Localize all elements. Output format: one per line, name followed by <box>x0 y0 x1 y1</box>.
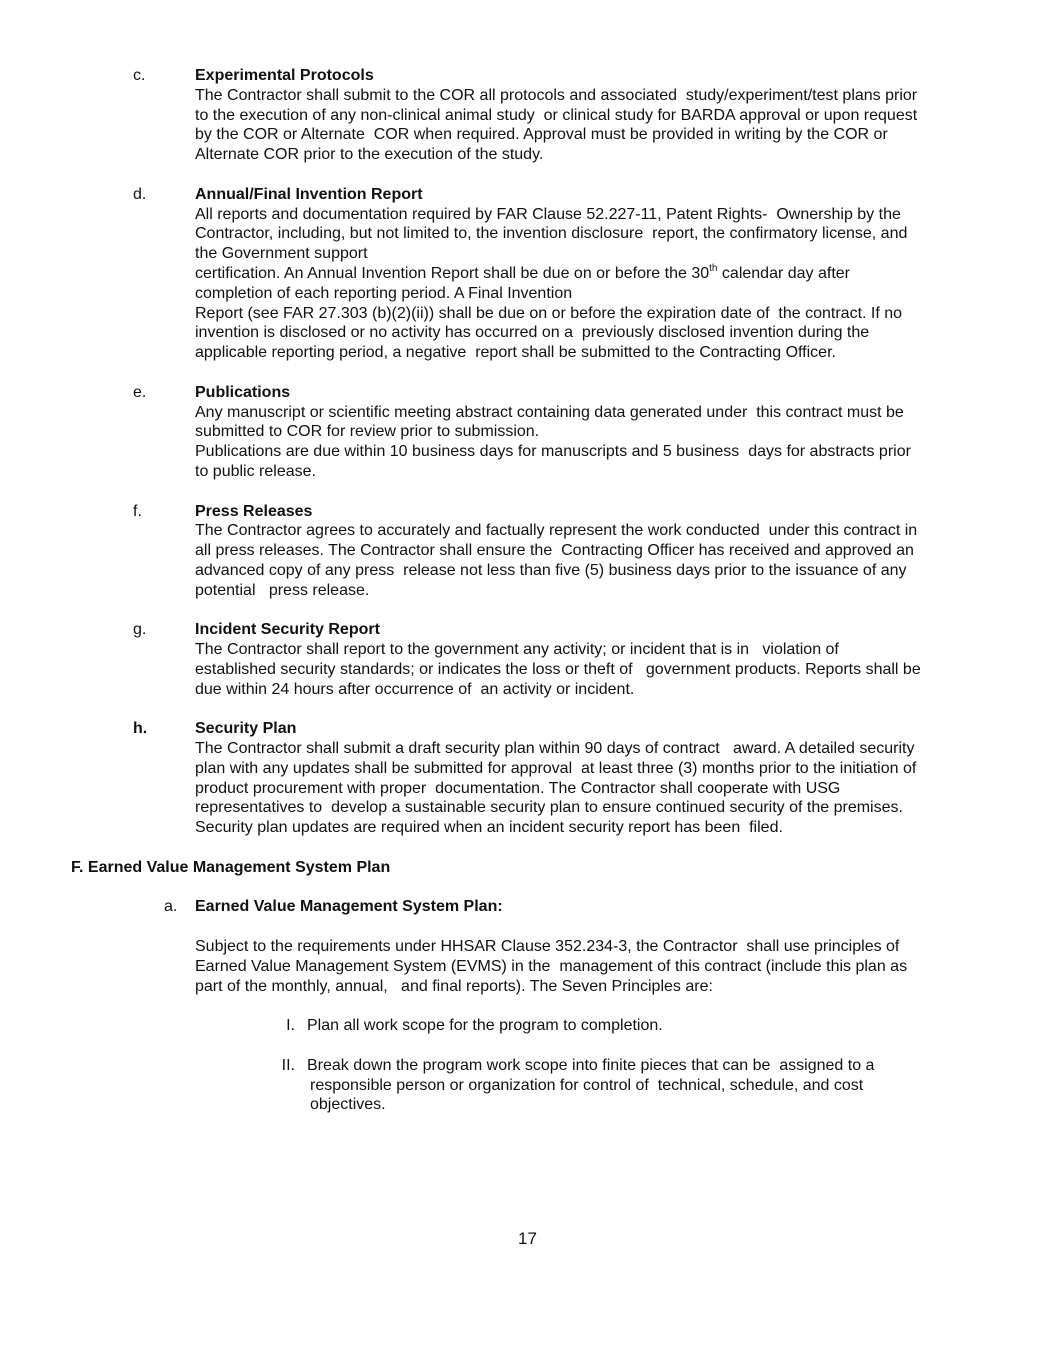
text-line: The Contractor shall report to the government any activity; or incident that is in violation of <box>195 641 839 659</box>
text-line: potential press release. <box>195 581 370 599</box>
text-line: the Government support <box>195 245 368 263</box>
text-line: submitted to COR for review prior to submission. <box>195 423 540 441</box>
section-item <box>0 719 1055 838</box>
text-line: The Contractor shall submit a draft security plan within 90 days of contract award. A detailed security <box>195 740 915 758</box>
text-line: completion of each reporting period. A Final Invention <box>195 284 573 302</box>
text-line: all press releases. The Contractor shall ensure the Contracting Officer has received and approved an <box>195 542 914 560</box>
item-title: Press Releases <box>195 502 313 520</box>
text-line: due within 24 hours after occurrence of an activity or incident. <box>195 680 635 698</box>
evms-subsection <box>0 897 1055 917</box>
principle-item <box>0 1016 1055 1036</box>
text-line <box>195 264 1055 284</box>
text-line: Break down the program work scope into finite pieces that can be assigned to a <box>307 1056 875 1074</box>
text-line: All reports and documentation required by FAR Clause 52.227-11, Patent Rights- Ownership by the <box>195 205 901 223</box>
section-item <box>0 185 1055 363</box>
text-line: established security standards; or indicates the loss or theft of government products. Reports shall be <box>195 660 921 678</box>
text-segment: certification. An Annual Invention Report shall be due on or before the 30 <box>195 264 710 282</box>
principle-text <box>307 1016 1055 1036</box>
text-line: advanced copy of any press release not less than five (5) business days prior to the issuance of any <box>195 561 907 579</box>
text-line: to the execution of any non-clinical animal study or clinical study for BARDA approval or upon request <box>195 106 918 124</box>
principle-number: II. <box>281 1056 295 1074</box>
principle-number: I. <box>286 1017 295 1035</box>
text-line: part of the monthly, annual, and final reports). The Seven Principles are: <box>195 977 713 995</box>
text-line: objectives. <box>310 1096 386 1114</box>
text-line: Alternate COR prior to the execution of the study. <box>195 146 544 164</box>
section-f-heading: F. Earned Value Management System Plan <box>71 858 391 876</box>
item-body <box>195 383 1055 482</box>
text-line: Any manuscript or scientific meeting abstract containing data generated under this contract must be <box>195 403 904 421</box>
item-body <box>195 719 1055 838</box>
deliverables-list <box>0 66 1055 838</box>
text-line: responsible person or organization for control of technical, schedule, and cost <box>310 1076 864 1094</box>
item-title: Annual/Final Invention Report <box>195 185 423 203</box>
item-title: Earned Value Management System Plan: <box>195 898 503 916</box>
principle-text <box>307 1056 1055 1115</box>
principles-list <box>0 1016 1055 1115</box>
section-item <box>0 66 1055 165</box>
text-line: Plan all work scope for the program to completion. <box>307 1017 663 1035</box>
page-number: 17 <box>518 1229 537 1248</box>
text-line: The Contractor agrees to accurately and factually represent the work conducted under this contract in <box>195 522 918 540</box>
section-item <box>0 502 1055 601</box>
item-label: h. <box>133 720 148 738</box>
text-line: Publications are due within 10 business days for manuscripts and 5 business days for abstracts prior <box>195 443 911 461</box>
item-body <box>195 620 1055 699</box>
item-label: a. <box>164 898 178 916</box>
item-label: g. <box>133 621 147 639</box>
item-title: Incident Security Report <box>195 621 380 639</box>
item-title: Publications <box>195 383 291 401</box>
text-line: plan with any updates shall be submitted for approval at least three (3) months prior to the initiation of <box>195 759 917 777</box>
text-line: product procurement with proper documentation. The Contractor shall cooperate with USG <box>195 779 841 797</box>
item-body <box>195 185 1055 363</box>
text-line: by the COR or Alternate COR when required. Approval must be provided in writing by the COR or <box>195 126 888 144</box>
evms-paragraph <box>195 937 1055 996</box>
item-title: Experimental Protocols <box>195 67 374 84</box>
principle-item <box>0 1056 1055 1115</box>
text-line: Subject to the requirements under HHSAR Clause 352.234-3, the Contractor shall use principles of <box>195 938 900 956</box>
item-label: e. <box>133 383 147 401</box>
text-line: Report (see FAR 27.303 (b)(2)(ii)) shall be due on or before the expiration date of the contract. If no <box>195 304 903 322</box>
text-line: representatives to develop a sustainable security plan to ensure continued security of the premises. <box>195 799 903 817</box>
text-line: Security plan updates are required when an incident security report has been filed. <box>195 819 783 837</box>
item-body <box>195 66 1055 165</box>
item-title: Security Plan <box>195 720 297 738</box>
item-label: f. <box>133 502 142 520</box>
text-line: Earned Value Management System (EVMS) in the management of this contract (include this plan as <box>195 957 908 975</box>
section-item <box>0 383 1055 482</box>
item-body <box>195 502 1055 601</box>
text-line: applicable reporting period, a negative report shall be submitted to the Contracting Officer. <box>195 344 836 362</box>
text-segment: calendar day after <box>717 264 850 282</box>
text-line: invention is disclosed or no activity has occurred on a previously disclosed invention during the <box>195 324 870 342</box>
text-line: Contractor, including, but not limited to, the invention disclosure report, the confirmatory license, and <box>195 225 908 243</box>
section-item <box>0 620 1055 699</box>
text-line: to public release. <box>195 462 316 480</box>
text-line: The Contractor shall submit to the COR all protocols and associated study/experiment/test plans prior <box>195 86 918 104</box>
superscript: th <box>709 262 718 274</box>
document-page <box>0 66 1055 1135</box>
item-label: c. <box>133 67 146 84</box>
item-label: d. <box>133 185 147 203</box>
